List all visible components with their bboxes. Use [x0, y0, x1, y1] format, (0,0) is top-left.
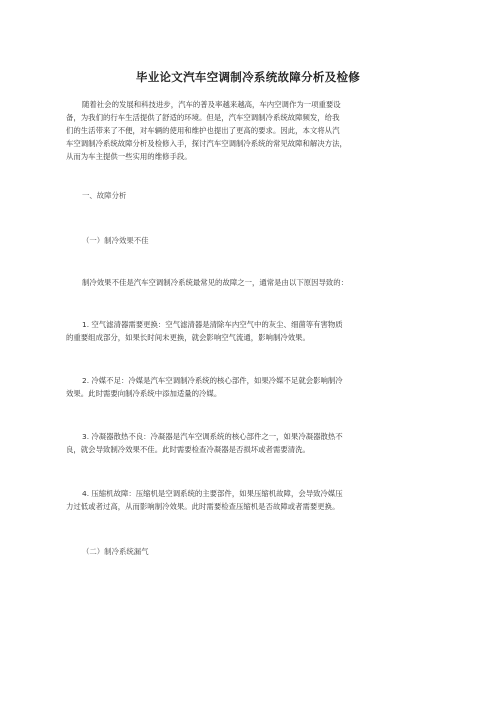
subsection-heading: [66, 545, 436, 558]
list-item-line: 4. 压缩机故障：压缩机是空调系统的主要部件，如果压缩机故障，会导致冷媒压: [82, 489, 343, 498]
list-item: [66, 318, 436, 344]
list-item: [66, 374, 436, 400]
list-item: [66, 487, 436, 513]
list-item-line: 1. 空气滤清器需要更换：空气滤清器是清除车内空气中的灰尘、细菌等有害物质: [82, 320, 343, 329]
subsection-heading-text: （二）制冷系统漏气: [82, 547, 149, 556]
document-title: 毕业论文汽车空调制冷系统故障分析及检修: [135, 70, 361, 84]
list-item-line: 2. 冷媒不足：冷媒是汽车空调制冷系统的核心部件，如果冷媒不足就会影响制冷: [82, 376, 343, 385]
lead-line: 制冷效果不佳是汽车空调制冷系统最常见的故障之一，通常是由以下原因导致的：: [82, 278, 349, 287]
list-item-line: 力过低或者过高，从而影响制冷效果。此时需要检查压缩机是否故障或者需要更换。: [66, 502, 340, 511]
list-item-line: 3. 冷凝器散热不良：冷凝器是汽车空调系统的核心部件之一，如果冷凝器散热不: [82, 432, 343, 441]
subsection-heading-text: （一）制冷效果不佳: [82, 236, 149, 245]
list-item-line: 效果。此时需要向制冷系统中添加适量的冷媒。: [66, 389, 222, 398]
subsection-lead-paragraph: [66, 276, 436, 289]
intro-line: 备，为我们的行车生活提供了舒适的环境。但是，汽车空调制冷系统故障频发，给我: [66, 113, 340, 122]
section-heading: [66, 189, 436, 202]
list-item-line: 的重要组成部分，如果长时间未更换，就会影响空气流通，影响制冷效果。: [66, 333, 310, 342]
section-heading-text: 一、故障分析: [82, 191, 127, 200]
list-item-line: 良，就会导致制冷效果不佳。此时需要检查冷凝器是否损坏或者需要清洗。: [66, 445, 310, 454]
intro-paragraph: [66, 98, 436, 163]
list-item: [66, 430, 436, 456]
intro-line: 们的生活带来了不便，对车辆的使用和维护也提出了更高的要求。因此，本文将从汽: [66, 126, 340, 135]
intro-line: 车空调制冷系统故障分析及检修入手，探讨汽车空调制冷系统的常见故障和解决方法，: [66, 139, 347, 148]
intro-line: 从而为车主提供一些实用的维修手段。: [66, 152, 192, 161]
intro-line: 随着社会的发展和科技进步，汽车的普及率越来越高，车内空调作为一项重要设: [82, 100, 341, 109]
subsection-heading: [66, 234, 436, 247]
